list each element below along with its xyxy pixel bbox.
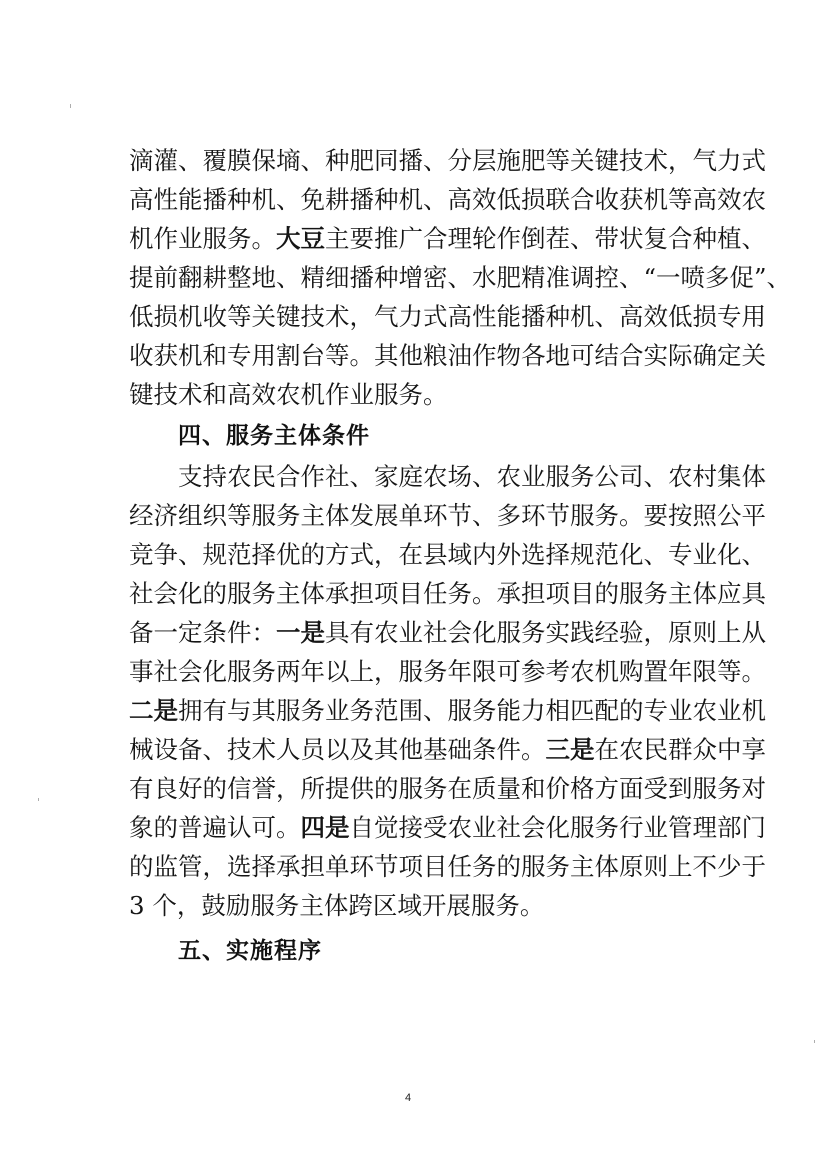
text-run: 在农民群众中享 xyxy=(594,735,766,764)
paragraph-line xyxy=(129,733,766,767)
paragraph-line: 有良好的信誉，所提供的服务在质量和价格方面受到服务对 xyxy=(129,774,766,803)
paragraph-line xyxy=(129,694,766,728)
paragraph-line: 3 个，鼓励服务主体跨区域开展服务。 xyxy=(129,891,545,920)
paragraph-line: 滴灌、覆膜保墒、种肥同播、分层施肥等关键技术，气力式 xyxy=(129,146,766,175)
text-run: 机作业服务。 xyxy=(129,224,276,253)
bold-term: 一是 xyxy=(276,618,325,647)
bold-term: 三是 xyxy=(545,735,595,764)
paragraph-line: 收获机和专用割台等。其他粮油作物各地可结合实际确定关 xyxy=(129,341,766,370)
bold-term: 四是 xyxy=(300,813,350,842)
paragraph-line xyxy=(129,222,766,256)
bold-term: 二是 xyxy=(129,696,178,725)
section-heading: 四、服务主体条件 xyxy=(178,423,370,449)
paragraph-line: 高性能播种机、免耕播种机、高效低损联合收获机等高效农 xyxy=(129,185,766,214)
text-run: 象的普遍认可。 xyxy=(129,813,301,842)
section-heading: 五、实施程序 xyxy=(178,938,322,964)
paragraph-line: 键技术和高效农机作业服务。 xyxy=(129,380,448,409)
text-run: 具有农业社会化服务实践经验，原则上从 xyxy=(325,618,766,647)
text-run: 主要推广合理轮作倒茬、带状复合种植、 xyxy=(325,224,766,253)
paragraph-line: 支持农民合作社、家庭农场、农业服务公司、农村集体 xyxy=(178,462,766,491)
text-run: 械设备、技术人员以及其他基础条件。 xyxy=(129,735,546,764)
paragraph-line: 社会化的服务主体承担项目任务。承担项目的服务主体应具 xyxy=(129,579,766,608)
paragraph-line xyxy=(129,811,766,845)
paragraph-line: 经济组织等服务主体发展单环节、多环节服务。要按照公平 xyxy=(129,501,766,530)
scan-speck xyxy=(38,798,39,801)
scan-speck xyxy=(814,1040,815,1043)
text-run: 备一定条件： xyxy=(129,618,276,647)
paragraph-line xyxy=(129,616,766,650)
text-run: 自觉接受农业社会化服务行业管理部门 xyxy=(349,813,766,842)
paragraph-line: 提前翻耕整地、精细播种增密、水肥精准调控、“一喷多促”、 xyxy=(129,263,792,292)
paragraph-line: 事社会化服务两年以上，服务年限可参考农机购置年限等。 xyxy=(129,657,766,686)
paragraph-line: 竞争、规范择优的方式，在县域内外选择规范化、专业化、 xyxy=(129,540,766,569)
paragraph-line: 低损机收等关键技术，气力式高性能播种机、高效低损专用 xyxy=(129,302,766,331)
scan-speck xyxy=(70,104,71,108)
page-number: 4 xyxy=(404,1092,412,1104)
paragraph-line: 的监管，选择承担单环节项目任务的服务主体原则上不少于 xyxy=(129,852,766,881)
bold-term: 大豆 xyxy=(276,224,325,253)
text-run: 拥有与其服务业务范围、服务能力相匹配的专业农业机 xyxy=(178,696,766,725)
